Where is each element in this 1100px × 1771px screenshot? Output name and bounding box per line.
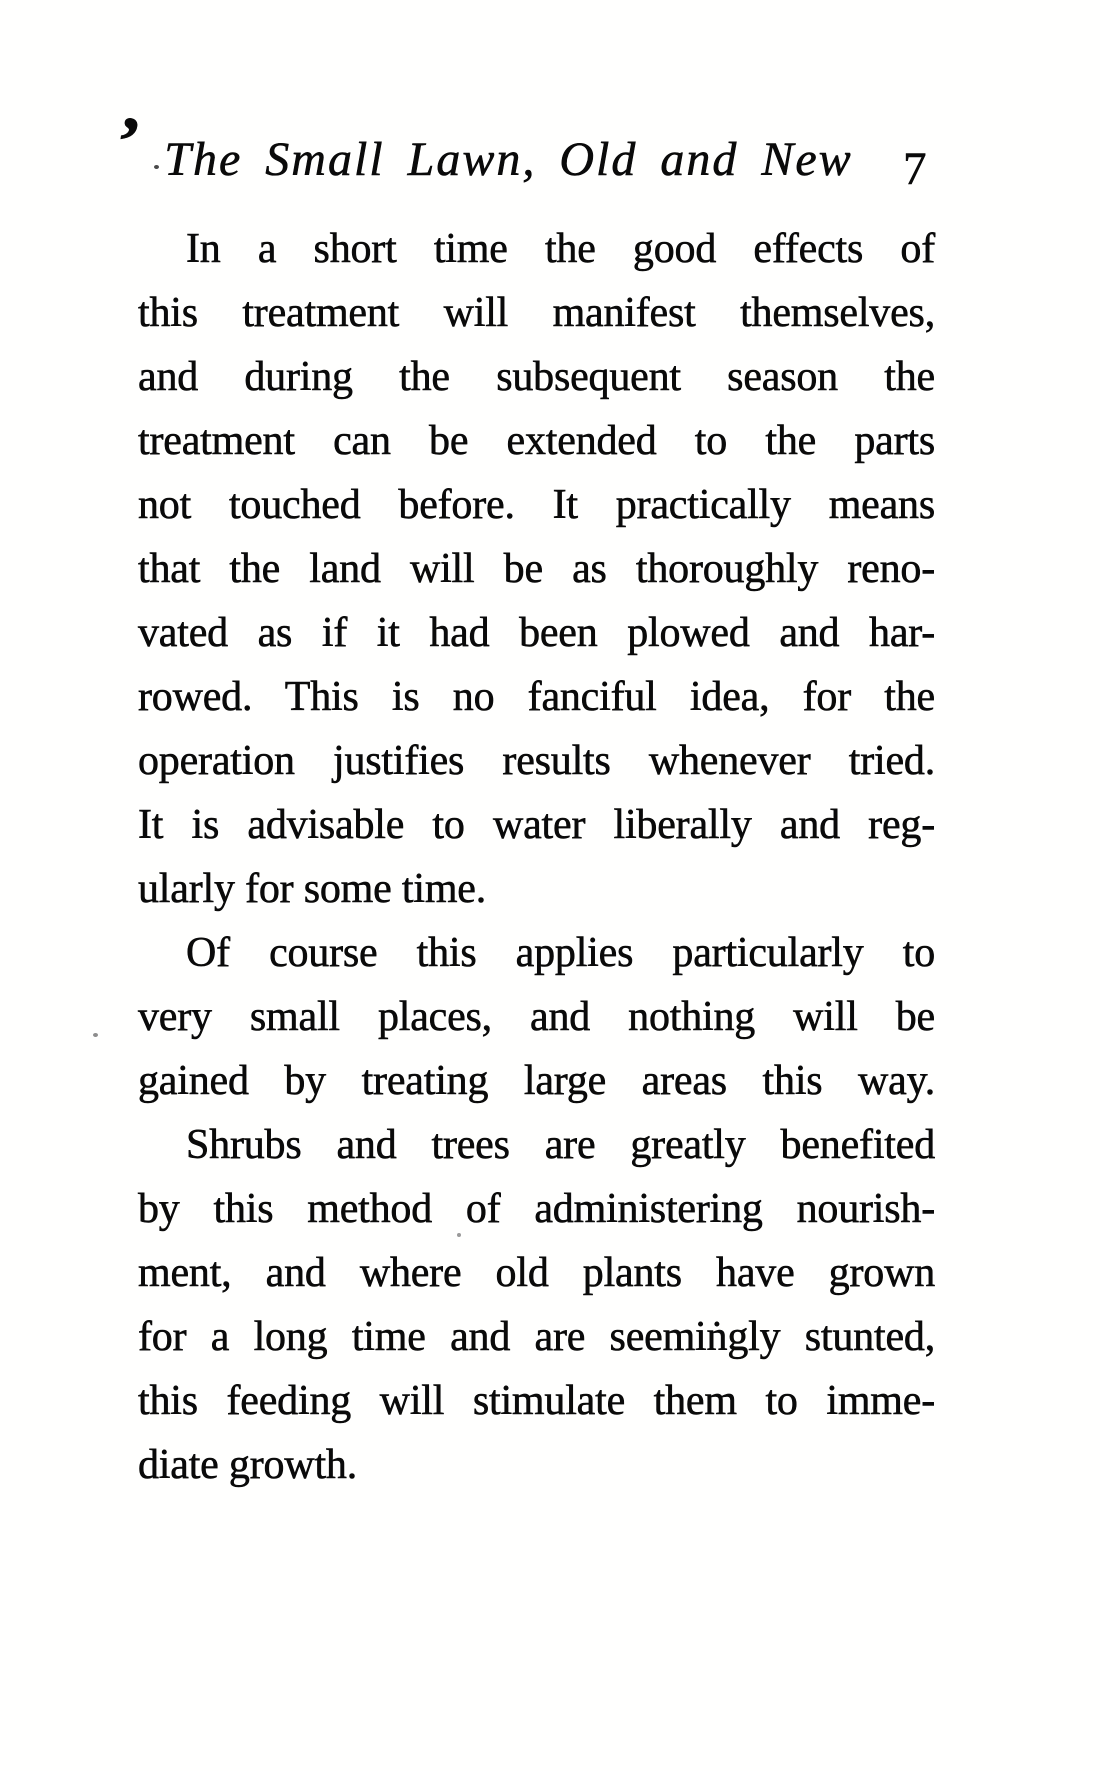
page-number: 7: [903, 143, 927, 195]
text-line: this treatment will manifest themselves,: [138, 290, 935, 336]
margin-speck: [93, 1033, 98, 1037]
text-line: ment, and where old plants have grown: [138, 1250, 935, 1296]
text-line: rowed. This is no fanciful idea, for the: [138, 674, 935, 720]
paragraph: [138, 1113, 935, 1497]
text-line: vated as if it had been plowed and har-: [138, 610, 935, 656]
text-line: by this method of administering nourish-: [138, 1186, 935, 1232]
text-line: that the land will be as thoroughly reno-: [138, 546, 935, 592]
text-line: operation justifies results whenever tried.: [138, 738, 935, 784]
text-line: for a long time and are seemiṅgly stunted,: [138, 1314, 935, 1360]
text-line: Shrubs and trees are greatly benefited: [186, 1122, 935, 1168]
text-line: ularly for some time.: [138, 866, 487, 912]
text-line: Of course this applies particularly to: [186, 930, 935, 976]
text-line: gained by treating large areas this way.: [138, 1058, 935, 1104]
text-line: treatment can be extended to the parts: [138, 418, 935, 464]
page-header: [138, 132, 935, 188]
text-line: very small places, and nothing will be: [138, 994, 935, 1040]
interline-speck: [457, 1233, 461, 1237]
running-title: The Small Lawn, Old and New: [164, 133, 853, 186]
text-line: this feeding will stimulate them to imme-: [138, 1378, 935, 1424]
text-line: It is advisable to water liberally and reg-: [138, 802, 935, 848]
text-line: and during the subsequent season the: [138, 354, 935, 400]
text-line: not touched before. It practically means: [138, 482, 935, 528]
text-line: diate growth.: [138, 1442, 358, 1488]
paragraph: [138, 217, 935, 921]
scan-artifact-mark: ’: [110, 100, 146, 184]
paragraph: [138, 921, 935, 1113]
text-body: [138, 217, 935, 1497]
text-line: In a short time the good effects of: [186, 226, 935, 272]
